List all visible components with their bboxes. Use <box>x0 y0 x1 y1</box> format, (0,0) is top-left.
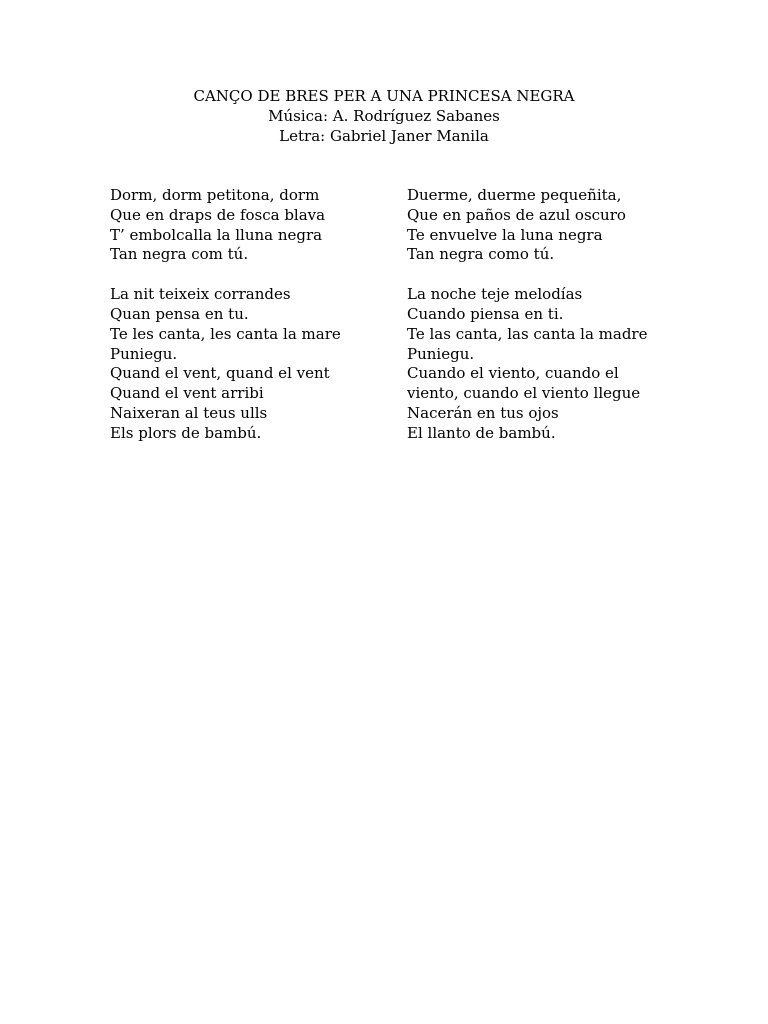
lyric-line: La noche teje melodías <box>407 285 583 304</box>
lyric-line: Te envuelve la luna negra <box>407 225 603 244</box>
lyric-line: Que en draps de fosca blava <box>110 205 326 224</box>
lyric-line: viento, cuando el viento llegue <box>407 384 641 403</box>
lyric-line: Que en paños de azul oscuro <box>407 205 626 224</box>
lyric-line: Dorm, dorm petitona, dorm <box>110 186 320 204</box>
lyric-line: Nacerán en tus ojos <box>407 403 559 422</box>
document-header <box>0 86 768 146</box>
lyric-line: T’ embolcalla la lluna negra <box>110 225 323 244</box>
catalan-stanza-1 <box>110 186 390 265</box>
lyric-line: Quan pensa en tu. <box>110 304 249 323</box>
lyric-line: Puniegu. <box>110 344 178 363</box>
music-credit: Música: A. Rodríguez Sabanes <box>268 107 500 125</box>
lyric-line: Els plors de bambú. <box>110 423 262 442</box>
lyric-line: Quand el vent, quand el vent <box>110 364 330 383</box>
spanish-stanza-1 <box>407 186 707 265</box>
lyric-line: Puniegu. <box>407 344 475 363</box>
spanish-lyrics-column <box>407 186 707 444</box>
lyric-line: Te les canta, les canta la mare <box>110 324 341 343</box>
lyric-line: Cuando el viento, cuando el <box>407 364 619 383</box>
lyric-line: Te las canta, las canta la madre <box>407 324 648 343</box>
song-title: CANÇO DE BRES PER A UNA PRINCESA NEGRA <box>193 87 575 105</box>
lyrics-credit: Letra: Gabriel Janer Manila <box>279 127 489 145</box>
catalan-lyrics-column <box>110 186 390 444</box>
lyric-line: Tan negra como tú. <box>407 245 555 264</box>
lyric-line: Duerme, duerme pequeñita, <box>407 186 622 204</box>
lyric-line: Cuando piensa en ti. <box>407 304 564 323</box>
catalan-stanza-2 <box>110 285 390 443</box>
lyric-line: El llanto de bambú. <box>407 423 556 442</box>
spanish-stanza-2 <box>407 285 707 443</box>
lyric-line: Quand el vent arribi <box>110 384 264 403</box>
lyric-line: La nit teixeix corrandes <box>110 285 291 304</box>
lyric-line: Naixeran al teus ulls <box>110 403 268 422</box>
lyric-line: Tan negra com tú. <box>110 245 249 264</box>
